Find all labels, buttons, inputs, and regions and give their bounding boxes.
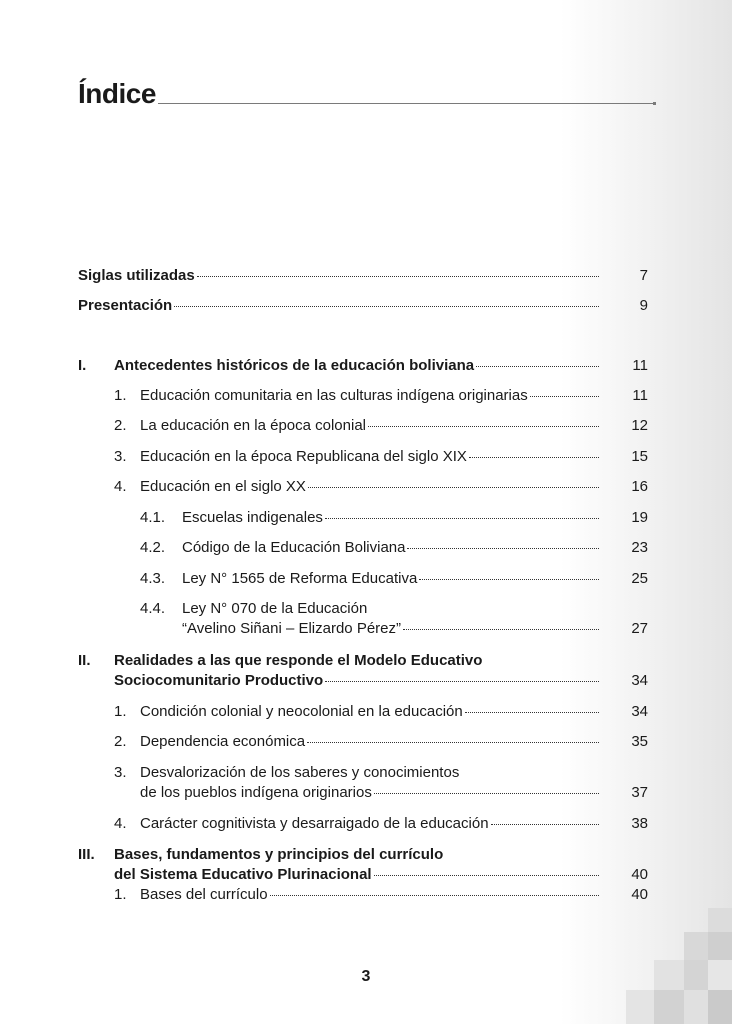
- section-numeral: II.: [78, 652, 91, 669]
- index-header: [78, 76, 656, 108]
- leader-dots: [374, 792, 599, 794]
- entry-number: 2.: [114, 733, 127, 750]
- toc-entry-text: Bases del currículo: [140, 886, 268, 903]
- title-rule: [156, 103, 656, 104]
- toc-entry-text: Educación en el siglo XX: [140, 478, 306, 495]
- toc-entry-text: La educación en la época colonial: [140, 417, 367, 434]
- entry-number: 1.: [114, 886, 127, 903]
- leader-dots: [174, 305, 599, 307]
- toc-entry-text: Condición colonial y neocolonial en la educación: [140, 703, 463, 720]
- entry-number: 1.: [114, 703, 127, 720]
- toc-entry-text-line2: “Avelino Siñani – Elizardo Pérez”: [182, 620, 402, 637]
- entry-number: 3.: [114, 448, 127, 465]
- leader-dots: [419, 578, 599, 580]
- toc-entry-text: Dependencia económica: [140, 733, 306, 750]
- entry-number: 2.: [114, 417, 127, 434]
- toc-page-number: 27: [631, 620, 648, 637]
- leader-dots: [476, 365, 599, 367]
- toc-entry-text-line2: Sociocomunitario Productivo: [114, 672, 324, 689]
- toc-entry-text: Presentación: [78, 297, 173, 314]
- leader-dots: [469, 456, 599, 458]
- toc-entry-text: Código de la Educación Boliviana: [182, 539, 406, 556]
- leader-dots: [491, 823, 599, 825]
- leader-dots: [270, 894, 599, 896]
- toc-page-number: 16: [631, 478, 648, 495]
- toc-page-number: 12: [631, 417, 648, 434]
- entry-number: 4.3.: [140, 570, 166, 587]
- toc-entry-text: Educación en la época Republicana del siglo XIX: [140, 448, 467, 465]
- toc-entry-text-line2: del Sistema Educativo Plurinacional: [114, 866, 372, 883]
- entry-number: 3.: [114, 764, 127, 781]
- toc-entry-text: Escuelas indigenales: [182, 509, 323, 526]
- toc-entry-text-line1: Realidades a las que responde el Modelo Educativo: [114, 652, 483, 669]
- leader-dots: [368, 425, 599, 427]
- toc-page-number: 11: [632, 387, 648, 404]
- page-number: 3: [361, 968, 371, 985]
- entry-number: 1.: [114, 387, 127, 404]
- toc-entry-text: Educación comunitaria en las culturas indígena originarias: [140, 387, 528, 404]
- toc-entry-text: Siglas utilizadas: [78, 267, 195, 284]
- toc-entry-text-line2: de los pueblos indígena originarios: [140, 784, 372, 801]
- leader-dots: [530, 395, 599, 397]
- leader-dots: [197, 275, 599, 277]
- entry-number: 4.4.: [140, 600, 166, 617]
- toc-entry-text-line1: Bases, fundamentos y principios del currículo: [114, 846, 444, 863]
- toc-page-number: 9: [639, 297, 648, 314]
- title-rule-end: [653, 102, 656, 105]
- leader-dots: [325, 680, 599, 682]
- toc-entry-text: Ley N° 1565 de Reforma Educativa: [182, 570, 418, 587]
- toc-page-number: 38: [631, 815, 648, 832]
- toc-page-number: 37: [631, 784, 648, 801]
- toc-page-number: 23: [631, 539, 648, 556]
- leader-dots: [308, 486, 599, 488]
- leader-dots: [407, 547, 599, 549]
- toc-entry-text: Antecedentes históricos de la educación boliviana: [114, 357, 475, 374]
- toc-page-number: 7: [639, 267, 648, 284]
- leader-dots: [403, 628, 599, 630]
- toc-page-number: 25: [631, 570, 648, 587]
- toc-entry-text-line1: Ley N° 070 de la Educación: [182, 600, 368, 617]
- section-numeral: III.: [78, 846, 95, 863]
- section-numeral: I.: [78, 357, 87, 374]
- toc-entry-text-line1: Desvalorización de los saberes y conocimientos: [140, 764, 460, 781]
- entry-number: 4.: [114, 815, 127, 832]
- toc-page-number: 34: [631, 672, 648, 689]
- toc-page-number: 35: [631, 733, 648, 750]
- toc-entry-text: Carácter cognitivista y desarraigado de la educación: [140, 815, 489, 832]
- toc-page-number: 11: [632, 357, 648, 374]
- leader-dots: [465, 711, 599, 713]
- leader-dots: [307, 741, 599, 743]
- page-title: Índice: [78, 78, 156, 109]
- toc-page-number: 34: [631, 703, 648, 720]
- leader-dots: [374, 874, 599, 876]
- toc-page-number: 15: [631, 448, 648, 465]
- entry-number: 4.: [114, 478, 127, 495]
- entry-number: 4.1.: [140, 509, 166, 526]
- toc-page-number: 40: [631, 866, 648, 883]
- toc-page-number: 19: [631, 509, 648, 526]
- leader-dots: [325, 517, 599, 519]
- entry-number: 4.2.: [140, 539, 166, 556]
- toc-page-number: 40: [631, 886, 648, 903]
